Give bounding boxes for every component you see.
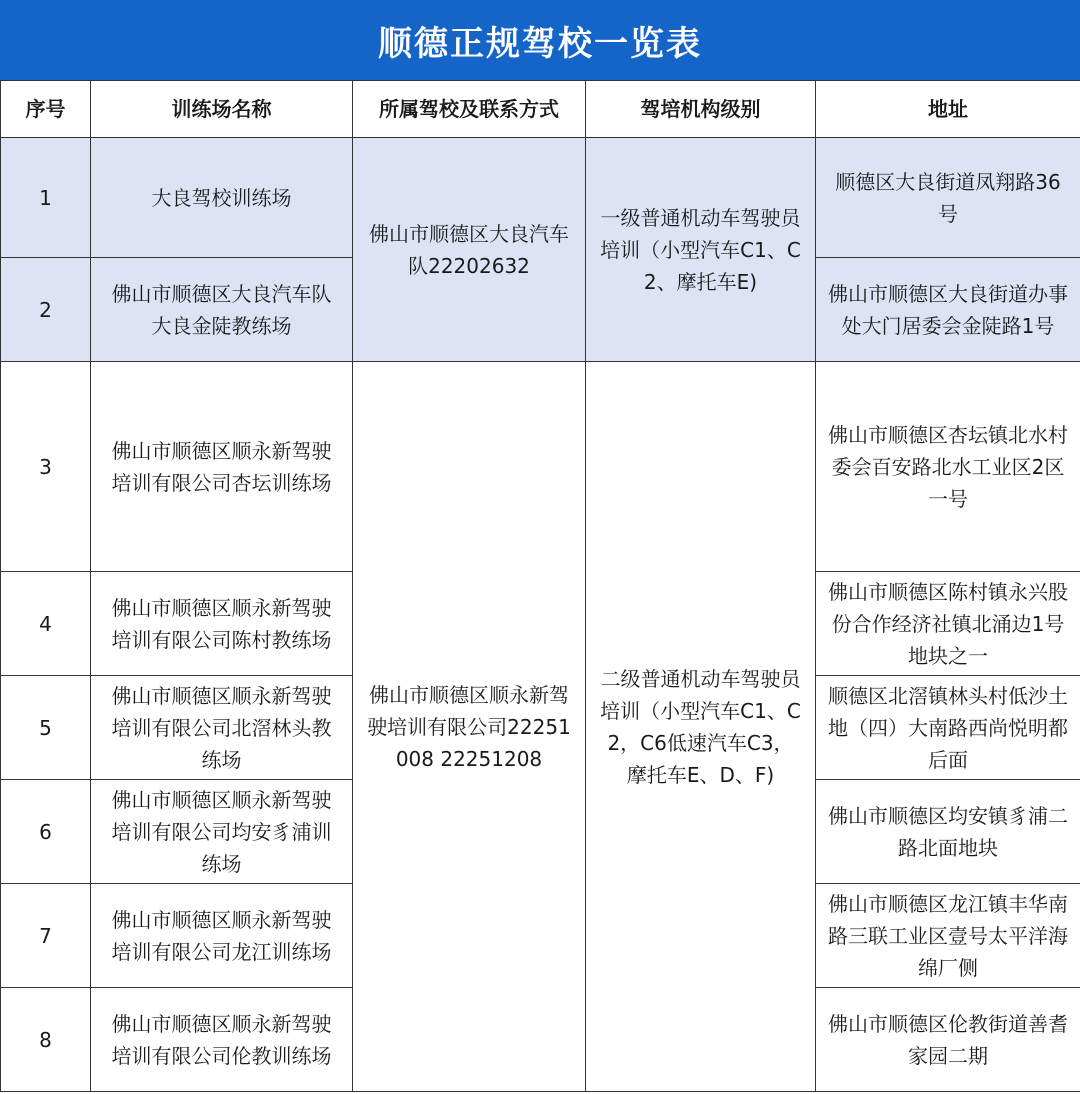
page-title: 顺德正规驾校一览表 — [0, 0, 1080, 80]
row-index: 8 — [1, 988, 91, 1092]
row-address: 佛山市顺德区杏坛镇北水村委会百安路北水工业区2区一号 — [816, 362, 1080, 572]
row-index: 5 — [1, 676, 91, 780]
header-index: 序号 — [1, 81, 91, 138]
driving-school-table — [0, 80, 1080, 1092]
header-school: 所属驾校及联系方式 — [353, 81, 586, 138]
row-level: 一级普通机动车驾驶员培训（小型汽车C1、C2、摩托车E) — [586, 138, 816, 362]
row-name: 佛山市顺德区顺永新驾驶培训有限公司伦教训练场 — [91, 988, 353, 1092]
table-header-row — [1, 81, 1080, 138]
row-school: 佛山市顺德区顺永新驾驶培训有限公司22251008 22251208 — [353, 362, 586, 1092]
row-index: 3 — [1, 362, 91, 572]
row-index: 4 — [1, 572, 91, 676]
row-address: 顺德区大良街道凤翔路36号 — [816, 138, 1080, 258]
header-name: 训练场名称 — [91, 81, 353, 138]
table-row — [1, 362, 1080, 572]
row-name: 佛山市顺德区大良汽车队大良金陡教练场 — [91, 258, 353, 362]
row-address: 佛山市顺德区均安镇豸浦二路北面地块 — [816, 780, 1080, 884]
row-name: 佛山市顺德区顺永新驾驶培训有限公司杏坛训练场 — [91, 362, 353, 572]
row-address: 佛山市顺德区陈村镇永兴股份合作经济社镇北涌边1号地块之一 — [816, 572, 1080, 676]
row-name: 大良驾校训练场 — [91, 138, 353, 258]
row-index: 7 — [1, 884, 91, 988]
header-level: 驾培机构级别 — [586, 81, 816, 138]
row-name: 佛山市顺德区顺永新驾驶培训有限公司北滘林头教练场 — [91, 676, 353, 780]
table-row — [1, 138, 1080, 258]
row-level: 二级普通机动车驾驶员培训（小型汽车C1、C2，C6低速汽车C3，摩托车E、D、F) — [586, 362, 816, 1092]
row-name: 佛山市顺德区顺永新驾驶培训有限公司龙江训练场 — [91, 884, 353, 988]
row-index: 1 — [1, 138, 91, 258]
row-address: 佛山市顺德区大良街道办事处大门居委会金陡路1号 — [816, 258, 1080, 362]
row-index: 2 — [1, 258, 91, 362]
row-name: 佛山市顺德区顺永新驾驶培训有限公司均安豸浦训练场 — [91, 780, 353, 884]
row-address: 顺德区北滘镇林头村低沙土地（四）大南路西尚悦明都后面 — [816, 676, 1080, 780]
row-school: 佛山市顺德区大良汽车队22202632 — [353, 138, 586, 362]
row-address: 佛山市顺德区龙江镇丰华南路三联工业区壹号太平洋海绵厂侧 — [816, 884, 1080, 988]
row-index: 6 — [1, 780, 91, 884]
row-address: 佛山市顺德区伦教街道善耆家园二期 — [816, 988, 1080, 1092]
header-address: 地址 — [816, 81, 1080, 138]
row-name: 佛山市顺德区顺永新驾驶培训有限公司陈村教练场 — [91, 572, 353, 676]
